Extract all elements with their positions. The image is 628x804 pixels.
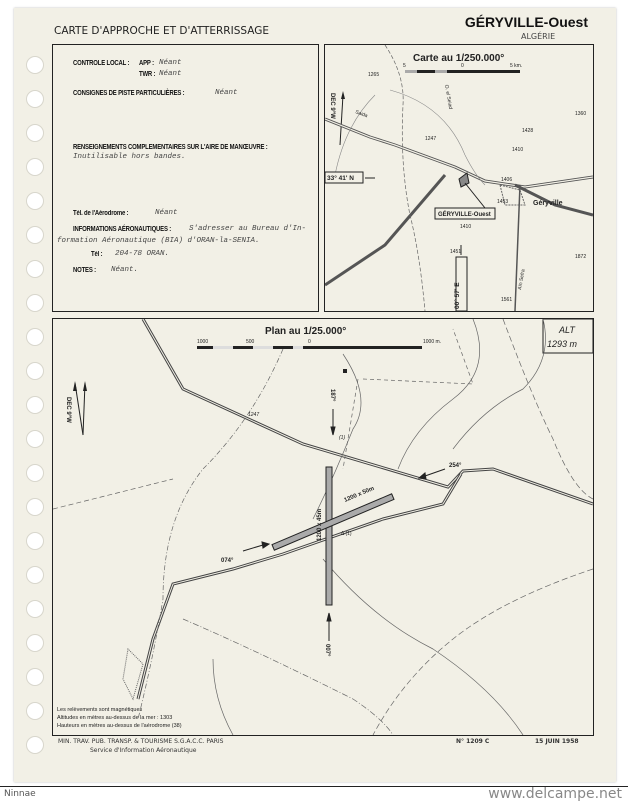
punch-hole — [26, 736, 44, 754]
app-value: Néant — [159, 59, 182, 67]
runway-007 — [326, 467, 332, 605]
svg-text:1872: 1872 — [575, 254, 587, 260]
svg-text:1406: 1406 — [501, 177, 513, 183]
svg-text:1561: 1561 — [501, 297, 513, 303]
svg-text:DEC 9°W: DEC 9°W — [329, 93, 335, 119]
ais-value-2: formation Aéronautique (BIA) d'ORAN-la-SENIA. — [57, 237, 260, 245]
info-panel — [52, 44, 319, 312]
punch-hole — [26, 668, 44, 686]
notes-label: NOTES : — [73, 267, 96, 274]
spot-elevation: 1247 — [248, 412, 260, 418]
svg-text:Hauteurs en mètres au-dessus d: Hauteurs en mètres au-dessus de l'aérodrome (38) — [57, 723, 182, 729]
punch-hole — [26, 532, 44, 550]
punch-hole — [26, 294, 44, 312]
aerodrome-name: GÉRYVILLE-Ouest — [464, 14, 588, 30]
control-label: CONTROLE LOCAL : — [73, 60, 130, 67]
town-label: Géryville — [533, 200, 563, 207]
svg-text:1453: 1453 — [497, 199, 509, 205]
obstacle-mark: (1) — [339, 435, 346, 441]
river-label: Saida — [354, 109, 369, 120]
punch-hole — [26, 56, 44, 74]
latitude-label: 33° 41' N — [327, 175, 354, 182]
altitude-label: ALT — [559, 325, 575, 335]
plan-title: Plan au 1/25.000° — [265, 326, 347, 337]
punch-hole — [26, 192, 44, 210]
punch-hole — [26, 90, 44, 108]
punch-hole — [26, 226, 44, 244]
svg-text:1410: 1410 — [460, 224, 472, 230]
runway-007-dimensions: 1200 x 45m — [317, 508, 323, 541]
road — [138, 474, 461, 699]
punch-hole — [26, 634, 44, 652]
scale-label: 0 — [461, 63, 464, 69]
svg-text:1410: 1410 — [512, 147, 524, 153]
wadi — [385, 45, 425, 311]
punch-hole — [26, 600, 44, 618]
svg-text:1247: 1247 — [425, 136, 437, 142]
punch-hole — [26, 362, 44, 380]
tel-label: Tél. de l'Aérodrome : — [73, 210, 129, 217]
twr-value: Néant — [159, 70, 182, 78]
service: Service d'Information Aéronautique — [90, 747, 197, 754]
svg-text:DEC 9°W: DEC 9°W — [65, 397, 71, 423]
svg-text:1000: 1000 — [197, 339, 209, 345]
twr-label: TWR : — [139, 71, 156, 78]
ministry: MIN. TRAV. PUB. TRANSP. & TOURISME S.G.A.C.C. PARIS — [58, 738, 224, 745]
altitude-value: 1293 m — [547, 339, 578, 349]
ais-label: INFORMATIONS AÉRONAUTIQUES : — [73, 226, 172, 233]
tel-value: Néant — [155, 209, 178, 217]
punch-hole — [26, 158, 44, 176]
runway-label: CONSIGNES DE PISTE PARTICULIÈRES : — [73, 90, 185, 97]
punch-hole — [26, 464, 44, 482]
regional-map-title: Carte au 1/250.000° — [413, 53, 505, 64]
elevation-labels — [368, 72, 586, 303]
road-ain-sefra — [515, 185, 520, 311]
road — [325, 119, 593, 187]
svg-text:1000 m.: 1000 m. — [423, 339, 442, 345]
punch-hole — [26, 124, 44, 142]
declination-arrow — [65, 381, 87, 435]
svg-text:074°: 074° — [221, 558, 234, 564]
runway-074-dimensions: 1200 x 50m — [343, 485, 376, 504]
punch-hole — [26, 430, 44, 448]
ais-tel-label: Tél : — [91, 251, 103, 258]
country: ALGÉRIE — [521, 32, 556, 41]
punch-hole — [26, 702, 44, 720]
punch-hole — [26, 396, 44, 414]
wadi-label: O. el Seiad — [443, 84, 454, 110]
svg-text:1451: 1451 — [450, 249, 462, 255]
punch-hole — [26, 566, 44, 584]
chart-date: 15 JUIN 1958 — [535, 738, 579, 745]
chart-title: CARTE D'APPROCHE ET D'ATTERRISSAGE — [54, 25, 269, 37]
regional-map — [324, 44, 594, 312]
scale-label: 5 km. — [510, 63, 523, 69]
app-label: APP : — [139, 60, 154, 67]
approach-arrows — [221, 389, 462, 657]
svg-text:187°: 187° — [329, 389, 335, 402]
plan-scale-bar — [197, 339, 441, 349]
svg-text:254°: 254° — [449, 463, 462, 469]
scale-bar — [403, 63, 522, 73]
svg-text:1360: 1360 — [575, 111, 587, 117]
watermark-user: Ninnae — [4, 789, 36, 799]
svg-text:007°: 007° — [324, 644, 330, 657]
watermark-site: www.delcampe.net — [488, 786, 622, 802]
punch-hole — [26, 328, 44, 346]
ais-value-1: S'adresser au Bureau d'In- — [189, 225, 307, 233]
longitude-label: 00° 57' E — [454, 282, 461, 309]
building — [343, 369, 347, 373]
notes-value: Néant. — [111, 266, 139, 274]
runway-value: Néant — [215, 89, 238, 97]
svg-text:1428: 1428 — [522, 128, 534, 134]
road-label: Aïn Sefra — [517, 268, 527, 291]
windsock-mark: Δ (1) — [341, 531, 352, 537]
svg-text:1265: 1265 — [368, 72, 380, 78]
extra-label: RENSEIGNEMENTS COMPLEMENTAIRES SUR L'AIRE DE MANŒUVRE : — [73, 144, 268, 151]
extra-value: Inutilisable hors bandes. — [73, 153, 186, 161]
svg-text:Altitudes en mètres au-dessus: Altitudes en mètres au-dessus de la mer : 1303 — [57, 715, 173, 721]
punch-hole — [26, 498, 44, 516]
aerodrome-plan — [52, 318, 594, 736]
airfield-label: GÉRYVILLE-Ouest — [438, 212, 491, 218]
svg-text:0: 0 — [308, 339, 311, 345]
svg-text:500: 500 — [246, 339, 255, 345]
svg-text:Les relèvements sont magnétiqu: Les relèvements sont magnétiques — [57, 707, 143, 713]
ais-tel-value: 204-78 ORAN. — [115, 250, 170, 258]
declination-arrow — [329, 91, 345, 145]
plan-notes — [57, 707, 182, 729]
punch-hole — [26, 260, 44, 278]
chart-number: N° 1209 C — [456, 738, 490, 745]
scale-label: 5 — [403, 63, 406, 69]
